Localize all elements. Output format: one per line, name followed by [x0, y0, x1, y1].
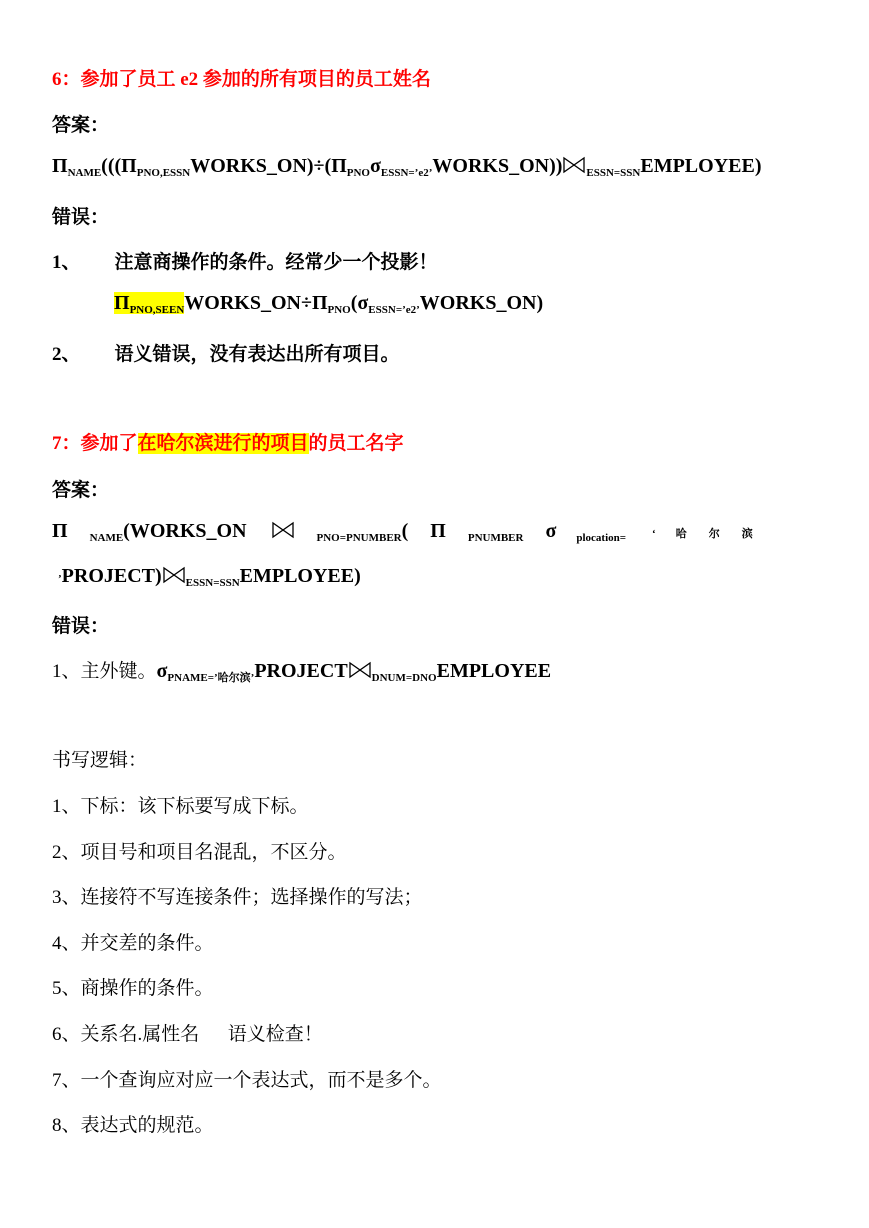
subscript: ESSN=SSN: [586, 167, 641, 179]
writing-logic-item: 2、项目号和项目名混乱，不区分。: [52, 842, 347, 863]
subscript: PNO: [346, 167, 370, 179]
error-number: 1、: [52, 252, 81, 273]
q6-title: 6：参加了员工 e2 参加的所有项目的员工姓名: [52, 69, 431, 90]
q6-answer-formula: [52, 155, 761, 179]
q7-error-1: [52, 656, 551, 685]
subscript: PNAME=’哈尔滨’: [167, 672, 255, 684]
pi-symbol: Π: [121, 155, 137, 177]
join-icon: [271, 521, 295, 539]
q6-answer-label: 答案：: [52, 115, 110, 136]
city-char: 滨: [741, 528, 753, 540]
formula-text: (WORKS_ON: [123, 520, 247, 542]
pi-symbol: Π: [311, 292, 328, 314]
subscript: PNO,SEEN: [129, 304, 185, 316]
subscript: DNUM=DNO: [371, 672, 437, 684]
q7-answer-label: 答案：: [52, 480, 110, 501]
pi-symbol: Π: [52, 155, 68, 177]
subscript: NAME: [89, 532, 124, 544]
subscript: ESSN=SSN: [185, 577, 240, 589]
writing-logic-item: 7、一个查询应对应一个表达式，而不是多个。: [52, 1070, 442, 1091]
q7-title: [52, 428, 404, 455]
pi-symbol: Π: [430, 520, 446, 542]
q7-error-label: 错误：: [52, 616, 110, 637]
sigma-symbol: σ: [156, 660, 168, 682]
subscript: PNO: [327, 304, 351, 316]
formula-text: EMPLOYEE): [239, 565, 361, 587]
sigma-symbol: σ: [370, 155, 381, 177]
q7-title-highlight: 在哈尔滨进行的项目: [137, 433, 309, 454]
join-icon: [162, 566, 186, 584]
city-char: 哈: [675, 528, 687, 540]
error-text: 语义错误，没有表达出所有项目。: [114, 344, 400, 365]
q7-title-prefix: 7：参加了: [52, 433, 138, 454]
formula-text: PROJECT): [61, 565, 162, 587]
city-char: 尔: [708, 528, 720, 540]
formula-text: (: [401, 520, 409, 542]
subscript: ESSN=’e2’: [368, 304, 420, 316]
formula-text: WORKS_ON÷: [184, 292, 312, 314]
subscript: PNUMBER: [467, 532, 524, 544]
subscript: NAME: [67, 167, 102, 179]
writing-logic-item: 8、表达式的规范。: [52, 1115, 214, 1136]
quote-mark: ‘: [652, 528, 656, 540]
quote-mark: ’: [58, 573, 62, 585]
q6-error-1: [52, 247, 438, 274]
q7-title-suffix: 的员工名字: [308, 433, 404, 454]
error-text: 1、主外键。: [52, 661, 157, 682]
formula-text: WORKS_ON)÷(: [190, 155, 332, 177]
subscript: ESSN=’e2’: [380, 167, 433, 179]
subscript: plocation=: [576, 532, 627, 544]
writing-logic-item: 1、下标：该下标要写成下标。: [52, 796, 309, 817]
subscript: PNO=PNUMBER: [316, 532, 402, 544]
q7-answer-formula-line1: [52, 520, 817, 544]
writing-logic-title: 书写逻辑：: [52, 750, 148, 771]
formula-text: EMPLOYEE): [640, 155, 762, 177]
formula-text: WORKS_ON): [419, 292, 544, 314]
writing-logic-item: 6、关系名.属性名 语义检查！: [52, 1024, 323, 1045]
sigma-symbol: σ: [545, 520, 557, 542]
sigma-symbol: σ: [357, 292, 369, 314]
error-text: 注意商操作的条件。经常少一个投影！: [114, 252, 438, 273]
formula-text: (: [350, 292, 358, 314]
formula-text: EMPLOYEE: [436, 660, 552, 682]
writing-logic-item: 3、连接符不写连接条件；选择操作的写法；: [52, 887, 423, 908]
pi-symbol: Π: [331, 155, 347, 177]
formula-text: PROJECT: [254, 660, 348, 682]
pi-symbol: Π: [114, 292, 130, 314]
formula-text: WORKS_ON)): [432, 155, 563, 177]
subscript: PNO,ESSN: [136, 167, 191, 179]
pi-symbol: Π: [52, 520, 68, 542]
q6-error-2: [52, 339, 400, 366]
q6-error-label: 错误：: [52, 207, 110, 228]
writing-logic-item: 4、并交差的条件。: [52, 933, 214, 954]
join-icon: [562, 156, 586, 174]
formula-text: (((: [101, 155, 122, 177]
join-icon: [348, 661, 372, 679]
q7-answer-formula-line2: [58, 565, 361, 589]
highlight-projection: [114, 292, 184, 314]
writing-logic-item: 5、商操作的条件。: [52, 978, 214, 999]
error-number: 2、: [52, 344, 81, 365]
q6-error-formula: [114, 292, 543, 316]
